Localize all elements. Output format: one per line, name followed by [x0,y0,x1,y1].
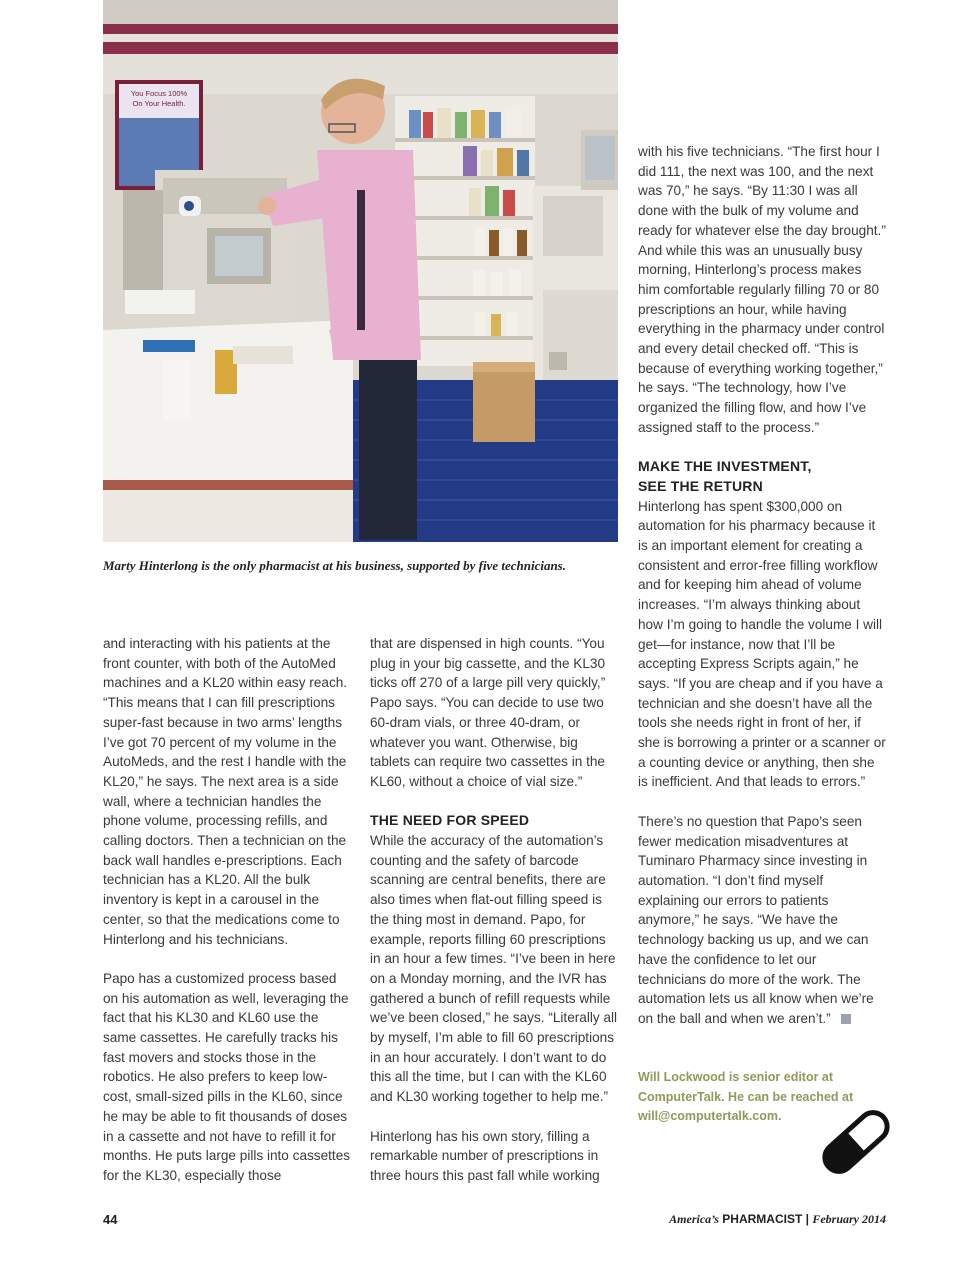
page-number: 44 [103,1212,118,1227]
pharmacy-photo-illustration [103,0,618,542]
section-heading-investment-line-1: MAKE THE INVESTMENT, [638,458,812,475]
column2-paragraph-1: that are dispensed in high counts. “You plug in your big cassette, and the KL30 ticks off 270 of a large pill very quickly,” Papo says. “You can decide to use two 60-dram vials, or three 40-dram, or whatever you want. Otherwise, big tablets can require two cassettes in the KL60, without a choice of vial size.” [370,636,606,789]
photo-caption: Marty Hinterlong is the only pharmacist at his business, supported by five technicians. [103,558,566,573]
column2-paragraph-2: While the accuracy of the automation’s counting and the safety of barcode scanning are central benefits, there are also times when flat-out filling speed is the thing most in demand. Papo, for example, reports filling 60 prescriptions in an hour a few times. “I’ve been in here on a Monday morning, and the IVR has gathered a bunch of refill requests while we’ve been closed,” he says. “Literally all by myself, I’m able to fill 60 prescriptions in an hour accurately. I don’t want to do this all the time, but I can with the KL60 and KL30 working together to help me.” [370,833,618,1105]
section-heading-need-for-speed: THE NEED FOR SPEED [370,812,530,829]
column3-paragraph-3 [638,812,886,1029]
column2-paragraph-3: Hinterlong has his own story, filling a remarkable number of prescriptions in three hours this past fall while working [370,1128,600,1183]
article-column-2 [370,634,618,1186]
pill-capsule-icon [816,1104,896,1180]
column3-paragraph-1: with his five technicians. “The first hour I did 111, the next was 100, and the next was 70,” he says. “By 11:30 I was all done with the bulk of my volume and ready for whatever else the day brought.” And while this was an unusually busy morning, Hinterlong’s process makes him comfortable regularly filling 70 or 80 prescriptions an hour, while having everything in the pharmacy under control and every detail checked off. “This is because of everything working together,” he says. “The technology, how I’ve organized the filling flow, and how I’ve assigned staff to the process.” [638,144,886,435]
end-square-icon [841,1014,851,1024]
article-photo [103,0,618,542]
magazine-footer [669,1212,886,1227]
poster-line-1: You Focus 100% [130,89,188,98]
column3-paragraph-2: Hinterlong has spent $300,000 on automation for his pharmacy because it is an important element for creating a consistent and error-free filling workflow and for keeping him ahead of volume increases. “I’m always thinking about how I’m going to handle the volume I will get—for instance, now that I’ll be accepting Express Scripts again,” he says. “If you are cheap and if you have a technician and she doesn’t have all the tools she needs right in front of her, if she is borrowing a printer or a scanner or a counting device or anything, then she is inefficient. And that leads to errors.” [638,498,886,790]
column1-paragraph-2: Papo has a customized process based on his automation as well, leveraging the fact that his KL30 and KL60 use the same cassettes. He carefully tracks his fast movers and stocks those in the robotics. He also prefers to keep low-cost, small-sized pills in the KL60, since he may be able to fit thousands of doses in a cassette and not have to refill it for months. He puts large pills into cassettes for the KL30, especially those [103,970,351,1183]
footer-separator: | [805,1212,809,1226]
magazine-name-bold: PHARMACIST [722,1212,803,1226]
author-bio: Will Lockwood is senior editor at ComputerTalk. He can be reached at will@computertalk.com. [638,1070,854,1124]
article-column-3 [638,142,886,1029]
section-heading-investment-line-2: SEE THE RETURN [638,477,763,494]
column3-paragraph-3-text: There’s no question that Papo’s seen fewer medication misadventures at Tuminaro Pharmacy since investing in automation. “I don’t find myself explaining our errors to patients anymore,” he says. “We have the technology backing us up, and we can have the confidence to let our technicians do more of the work. The automation lets us all know when we’re on the ball and when we aren’t.” [638,813,874,1026]
poster-line-2: On Your Health. [132,99,186,108]
magazine-name-italic: America’s [669,1212,719,1226]
column1-paragraph-1: and interacting with his patients at the front counter, with both of the AutoMed machines and a KL20 within easy reach. “This means that I can fill prescriptions super-fast because in two arms’ lengths I’ve got 70 percent of my volume in the AutoMeds, and the rest I handle with the KL20,” he says. The next area is a side wall, where a technician handles the phone volume, processing refills, and calling doctors. Then a technician on the back wall handles e-prescriptions. Each technician has a KL20. All the bulk inventory is kept in a carousel in the center, so that the medications come to Hinterlong and his technicians. [103,636,348,947]
issue-date: February 2014 [812,1212,886,1226]
article-column-1 [103,634,351,1186]
